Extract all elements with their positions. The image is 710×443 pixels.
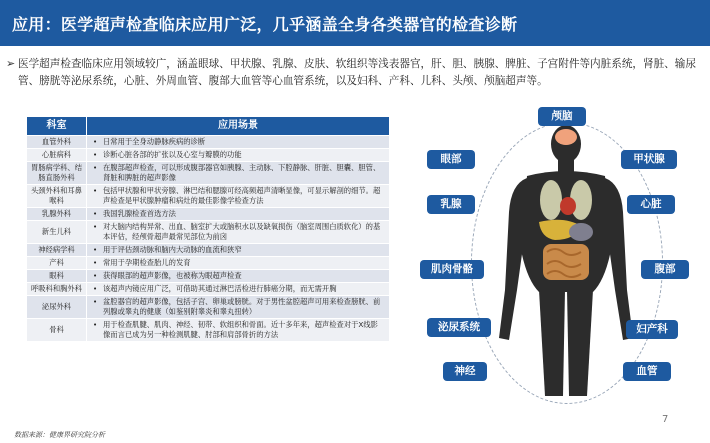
bullet-dot-icon: • <box>93 321 98 329</box>
label-head: 颅脑 <box>538 107 586 126</box>
dept-cell: 呼吸科和胸外科 <box>27 283 87 296</box>
label-abdomen: 腹部 <box>641 260 689 279</box>
dept-cell: 胃肠病学科、结肠直肠外科 <box>27 162 87 185</box>
page-number: 7 <box>662 414 669 425</box>
bullet-dot-icon: • <box>93 285 98 293</box>
label-nerve: 神经 <box>443 362 487 381</box>
table-row <box>27 270 390 283</box>
label-obstetrics: 妇产科 <box>626 320 678 339</box>
header-dept: 科室 <box>27 117 87 136</box>
label-vessel: 血管 <box>623 362 671 381</box>
table-row <box>27 244 390 257</box>
human-body-icon <box>405 100 710 400</box>
bullet-dot-icon: • <box>93 259 98 267</box>
dept-cell: 产科 <box>27 257 87 270</box>
label-heart: 心脏 <box>627 195 675 214</box>
bullet-dot-icon: • <box>93 246 98 254</box>
table-row <box>27 162 390 185</box>
dept-cell: 眼科 <box>27 270 87 283</box>
title-bar <box>0 0 710 46</box>
scene-cell: 常用于孕期检查胎儿的发育 <box>103 258 191 267</box>
bullet-dot-icon: • <box>93 187 98 195</box>
bullet-dot-icon: • <box>93 298 98 306</box>
scene-cell: 盆腔器官的超声影像，包括子宫、卵巢或膀胱。对于男性盆腔超声可用来检查膀胱、前列腺或睾丸的健康（如鉴别附睾炎和睾丸扭转） <box>103 297 381 316</box>
scene-cell: 用于检查肌腱、肌肉、神经、韧带、软组织和骨面。近十多年来，超声检查对于X线影像而言已成为另一种检测肌腱、肘部和肩部骨折的方法 <box>103 320 378 339</box>
table-row <box>27 257 390 270</box>
intro-text: 医学超声检查临床应用领域较广，涵盖眼球、甲状腺、乳腺、皮肤、软组织等浅表器官，肝、胆、胰腺、脾脏、子宫附件等内脏系统，肾脏、输尿管、膀胱等泌尿系统，心脏、外周血管、腹部大血管等心血管系统，以及妇科、产科、儿科、头颅、颅脑超声等。 <box>18 58 696 87</box>
dept-cell: 新生儿科 <box>27 221 87 244</box>
scene-cell: 我国乳腺检查首选方法 <box>103 209 176 218</box>
table-row <box>27 136 390 149</box>
table-row <box>27 319 390 342</box>
table-row <box>27 185 390 208</box>
table-row <box>27 208 390 221</box>
dept-cell: 泌尿外科 <box>27 296 87 319</box>
label-breast: 乳腺 <box>427 195 475 214</box>
label-urinary: 泌尿系统 <box>427 318 491 337</box>
table-row <box>27 149 390 162</box>
header-scene: 应用场景 <box>87 117 390 136</box>
body-organ-diagram <box>405 100 710 400</box>
label-muscle-bone: 肌肉骨骼 <box>420 260 484 279</box>
intro-paragraph <box>6 56 698 89</box>
bullet-dot-icon: • <box>93 164 98 172</box>
scene-cell: 对大脑内结构异常、出血、脑室扩大或脑积水以及缺氧损伤（脑室周围白质软化）的基本评估，经颅骨超声最常见部位为前囟 <box>103 222 381 241</box>
dept-cell: 骨科 <box>27 319 87 342</box>
label-eye: 眼部 <box>427 150 475 169</box>
arrow-bullet-icon: ➢ <box>6 57 16 70</box>
bullet-dot-icon: • <box>93 210 98 218</box>
bullet-dot-icon: • <box>93 151 98 159</box>
scene-cell: 获得眼部的超声影像，也被称为眼超声检查 <box>103 271 242 280</box>
scene-cell: 诊断心脏各部的扩张以及心室与瓣膜的功能 <box>103 150 242 159</box>
scene-cell: 用于评估颈动脉和脑内大动脉的血流和狭窄 <box>103 245 242 254</box>
dept-cell: 血管外科 <box>27 136 87 149</box>
bullet-dot-icon: • <box>93 272 98 280</box>
table-row <box>27 283 390 296</box>
table-row <box>27 221 390 244</box>
scene-cell: 日常用于全身动静脉疾病的诊断 <box>103 137 206 146</box>
dept-cell: 心脏病科 <box>27 149 87 162</box>
bullet-dot-icon: • <box>93 138 98 146</box>
page-title: 应用：医学超声检查临床应用广泛，几乎涵盖全身各类器官的检查诊断 <box>12 15 518 34</box>
scene-cell: 在腹部超声检查，可以形成腹部器官如胰腺、主动脉、下腔静脉、肝脏、胆囊、胆管、肾脏和脾脏的超声影像 <box>103 163 381 182</box>
scene-cell: 包括甲状腺和甲状旁腺、淋巴结和腮腺可经高频超声清晰显像，可显示解剖的细节。超声检查是甲状腺肿瘤和病灶的最佳影像学检查方法 <box>103 186 381 205</box>
source-note: 数据来源：健康界研究院分析 <box>14 431 105 439</box>
dept-cell: 神经病学科 <box>27 244 87 257</box>
application-table <box>26 116 390 342</box>
bullet-dot-icon: • <box>93 223 98 231</box>
scene-cell: 该超声内镜应用广泛，可借助其通过淋巴活检进行肺癌分期，而无需开胸 <box>103 284 337 293</box>
table-header-row <box>27 117 390 136</box>
dept-cell: 乳腺外科 <box>27 208 87 221</box>
table-row <box>27 296 390 319</box>
label-thyroid: 甲状腺 <box>621 150 677 169</box>
dept-cell: 头颈外科和耳鼻喉科 <box>27 185 87 208</box>
